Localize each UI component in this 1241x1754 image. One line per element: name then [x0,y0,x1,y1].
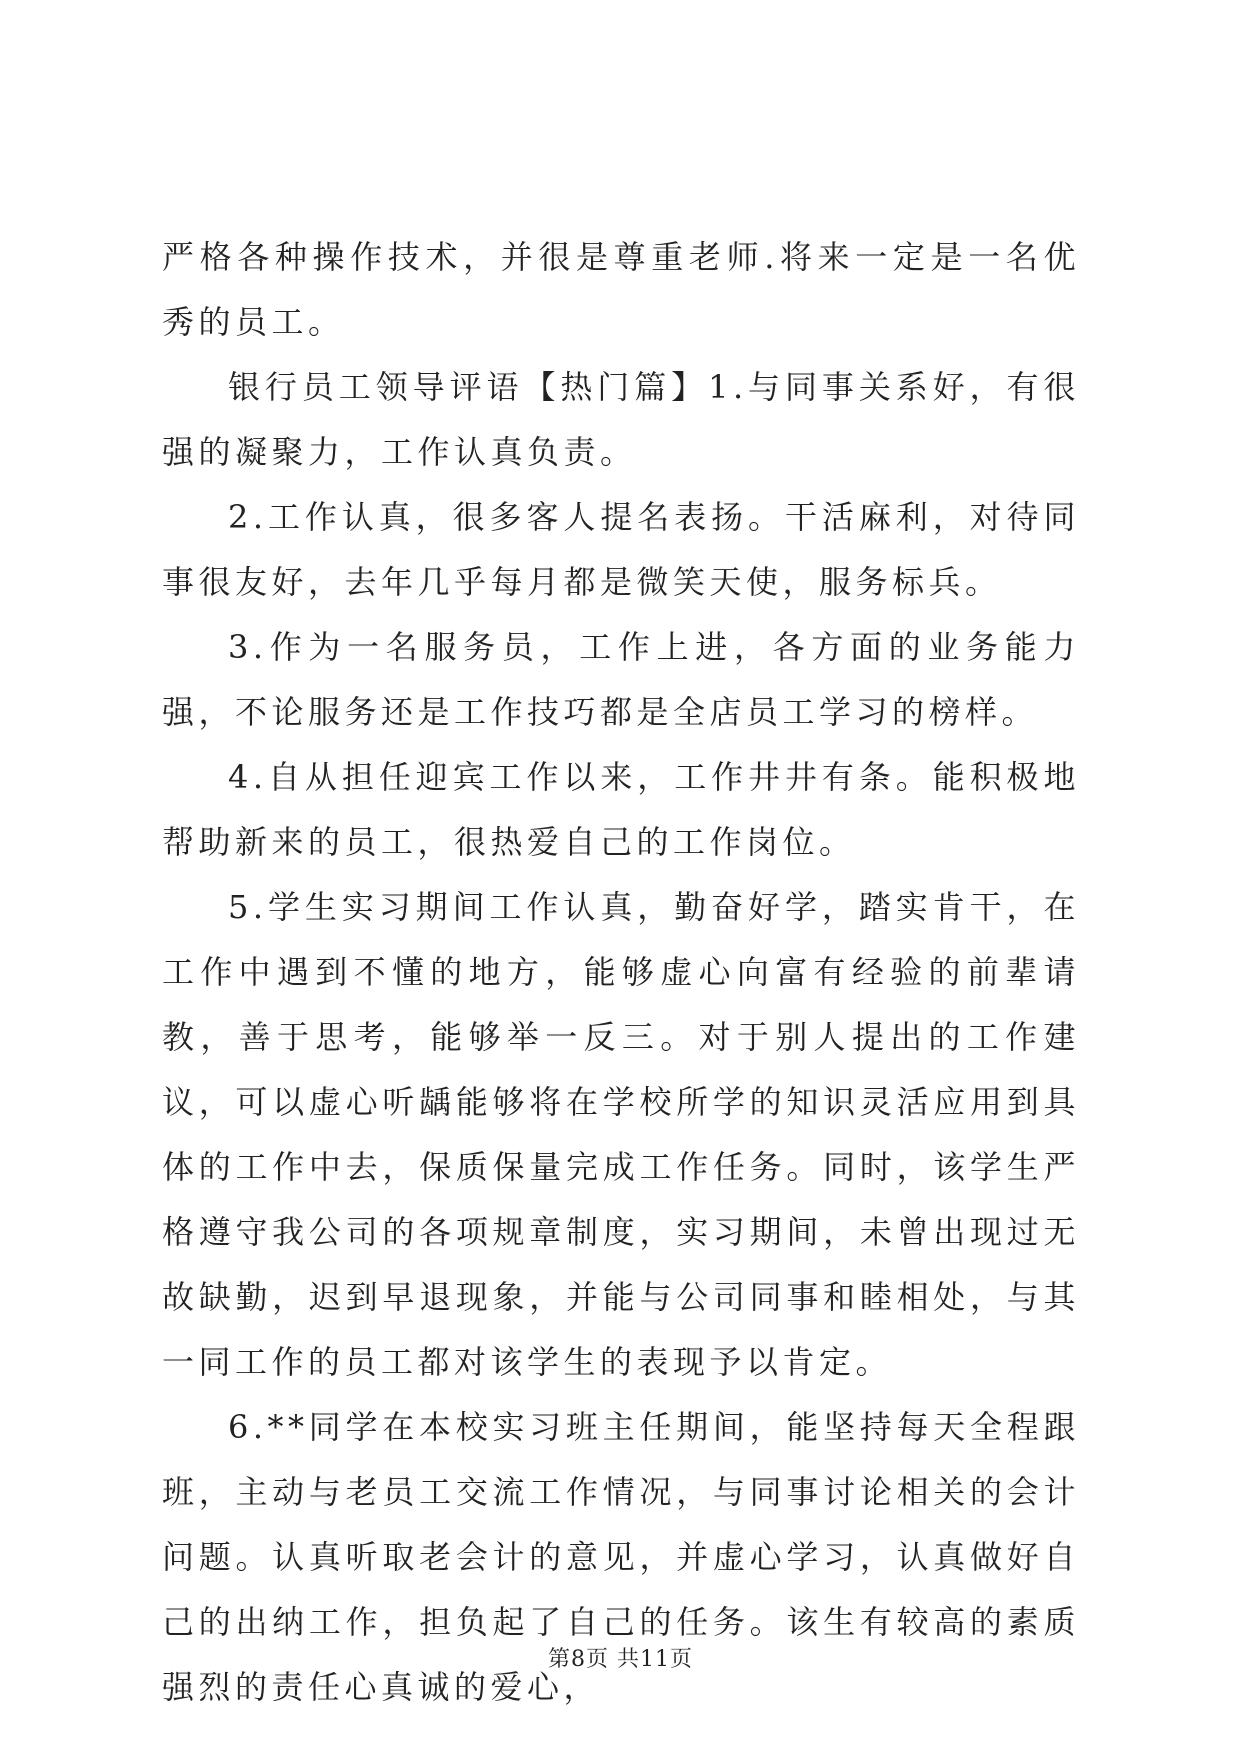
paragraph-comment-2: 2.工作认真，很多客人提名表扬。干活麻利，对待同事很友好，去年几乎每月都是微笑天使，服务标兵。 [162,498,1080,601]
document-body [162,225,1080,1720]
paragraph-comment-5: 5.学生实习期间工作认真，勤奋好学，踏实肯干，在工作中遇到不懂的地方，能够虚心向富有经验的前辈请教，善于思考，能够举一反三。对于别人提出的工作建议，可以虚心听龋能够将在学校所学的知识灵活应用到具体的工作中去，保质保量完成工作任务。同时，该学生严格遵守我公司的各项规章制度，实习期间，未曾出现过无故缺勤，迟到早退现象，并能与公司同事和睦相处，与其一同工作的员工都对该学生的表现予以肯定。 [162,888,1080,1381]
paragraph-continuation: 严格各种操作技术，并很是尊重老师.将来一定是一名优秀的员工。 [162,238,1080,341]
paragraph-comment-6: 6.**同学在本校实习班主任期间，能坚持每天全程跟班，主动与老员工交流工作情况，与同事讨论相关的会计问题。认真听取老会计的意见，并虚心学习，认真做好自己的出纳工作，担负起了自己的任务。该生有较高的素质强烈的责任心真诚的爱心， [162,1408,1080,1706]
page-footer: 第8页 共11页 [548,1647,693,1672]
paragraph-comment-3: 3.作为一名服务员，工作上进，各方面的业务能力强，不论服务还是工作技巧都是全店员工学习的榜样。 [162,628,1080,731]
paragraph-bank-staff-comments-1: 银行员工领导评语【热门篇】1.与同事关系好，有很强的凝聚力，工作认真负责。 [162,368,1080,471]
paragraph-comment-4: 4.自从担任迎宾工作以来，工作井井有条。能积极地帮助新来的员工，很热爱自己的工作岗位。 [162,758,1080,861]
